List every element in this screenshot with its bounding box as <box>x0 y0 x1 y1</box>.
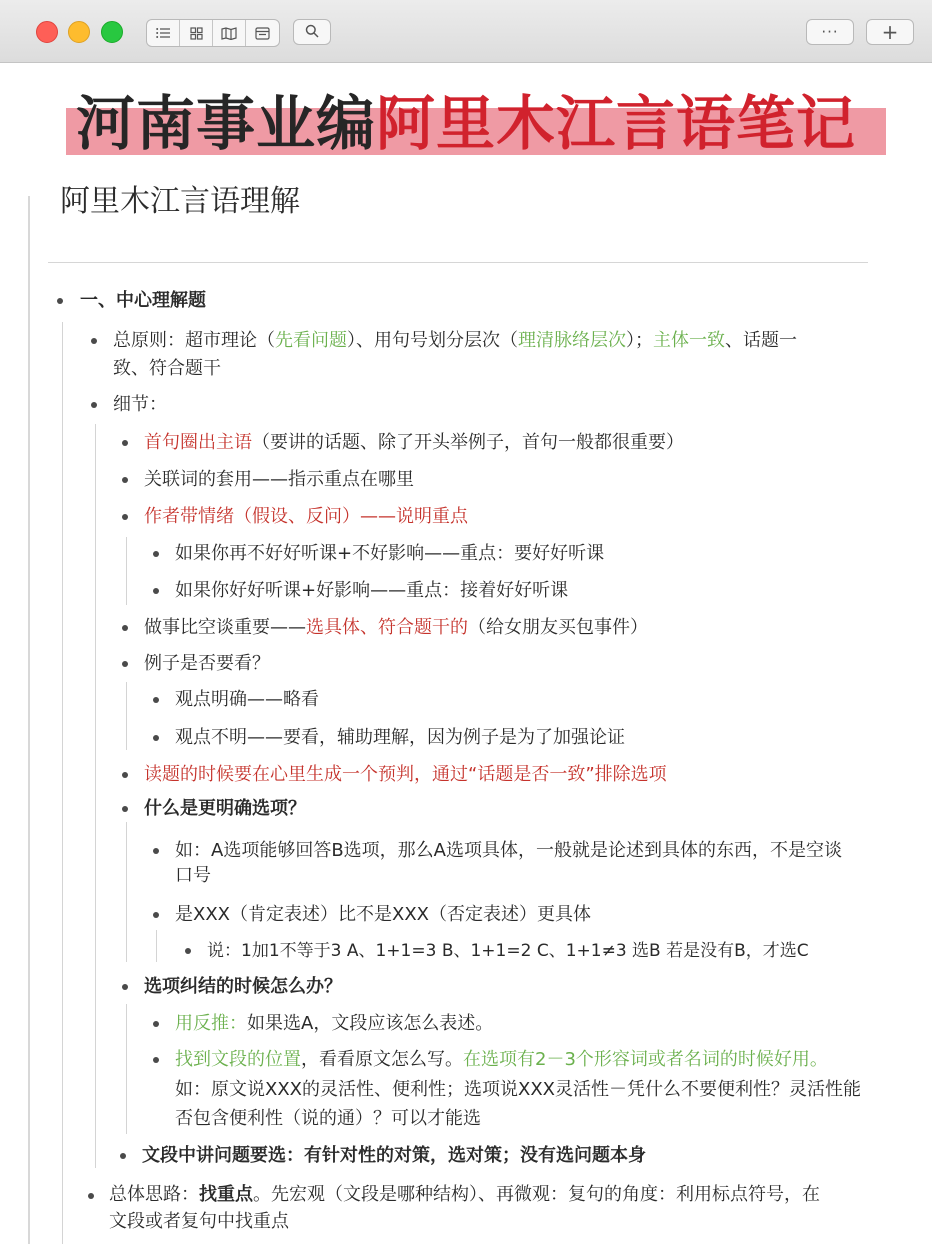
text-span: 如果选A，文段应该怎么表述。 <box>247 1013 494 1034</box>
list-item-d7a-line2: 口号 <box>175 865 211 886</box>
window-titlebar <box>0 0 932 63</box>
banner-part2: 阿里木江言语笔记 <box>376 89 857 158</box>
bullet-icon <box>120 1153 126 1159</box>
indent-guide-level3b <box>126 682 127 750</box>
search-button[interactable] <box>293 19 331 45</box>
list-item-d7b[interactable]: 是XXX（肯定表述）比不是XXX（否定表述）更具体 <box>175 904 591 925</box>
indent-guide-level2 <box>95 424 96 1168</box>
list-item-d7[interactable]: 什么是更明确选项？ <box>144 798 306 819</box>
highlight-green: 理清脉络层次 <box>518 330 626 351</box>
highlight-green: 先看问题 <box>275 330 347 351</box>
text-span: ，看看原文怎么写。 <box>301 1049 463 1070</box>
bullet-icon <box>153 697 159 703</box>
highlight-red: 首句圈出主语 <box>144 432 252 453</box>
highlight-red: 选具体、符合题干的 <box>306 617 468 638</box>
more-button[interactable]: ··· <box>806 19 854 45</box>
indent-guide-level4 <box>156 930 157 962</box>
highlight-green: 找到文段的位置 <box>175 1049 301 1070</box>
text-span: 做事比空谈重要—— <box>144 617 306 638</box>
list-item-d8[interactable]: 选项纠结的时候怎么办？ <box>144 976 342 997</box>
bullet-icon <box>153 735 159 741</box>
list-item-d9[interactable]: 文段中讲问题要选：有针对性的对策，选对策；没有选问题本身 <box>142 1145 646 1166</box>
list-item-principle-line2: 致、符合题干 <box>113 358 221 379</box>
list-item-principle[interactable] <box>113 327 797 355</box>
bullet-icon <box>122 806 128 812</box>
text-bold: 找重点 <box>199 1184 253 1205</box>
list-item-d3a[interactable]: 如果你再不好好听课+不好影响——重点：要好好听课 <box>175 543 605 564</box>
minimize-window-button[interactable] <box>68 21 90 43</box>
list-item-d5[interactable]: 例子是否要看？ <box>144 653 270 674</box>
bullet-icon <box>153 1021 159 1027</box>
text-span: ）、用句号划分层次（ <box>347 330 518 351</box>
bullet-icon <box>122 477 128 483</box>
bullet-icon <box>153 848 159 854</box>
bullet-icon <box>185 948 191 954</box>
list-item-d3b[interactable]: 如果你好好听课+好影响——重点：接着好好听课 <box>175 580 569 601</box>
bullet-icon <box>57 298 63 304</box>
list-item-d7a[interactable]: 如：A选项能够回答B选项，那么A选项具体，一般就是论述到具体的东西，不是空谈 <box>175 840 842 861</box>
text-span: （给女朋友买包事件） <box>468 617 648 638</box>
highlight-green: 主体一致 <box>653 330 725 351</box>
document-title: 阿里木江言语理解 <box>60 184 300 219</box>
list-item-d5b[interactable]: 观点不明——要看，辅助理解，因为例子是为了加强论证 <box>175 727 625 748</box>
bullet-icon <box>153 1057 159 1063</box>
outline-view-icon[interactable] <box>246 20 279 46</box>
list-item-d6[interactable]: 读题的时候要在心里生成一个预判，通过“话题是否一致”排除选项 <box>144 764 667 785</box>
text-span: 总原则：超市理论（ <box>113 330 275 351</box>
indent-guide-level1 <box>62 322 63 1244</box>
bullet-icon <box>153 551 159 557</box>
banner-part1: 河南事业编 <box>76 89 377 158</box>
banner-title <box>76 86 896 162</box>
list-item-overall[interactable] <box>109 1181 820 1209</box>
zoom-window-button[interactable] <box>101 21 123 43</box>
list-item-d8b-line3: 否包含便利性（说的通）？可以才能选 <box>175 1108 481 1129</box>
indent-guide-level3a <box>126 537 127 605</box>
close-window-button[interactable] <box>36 21 58 43</box>
bullet-icon <box>153 588 159 594</box>
bullet-icon <box>122 514 128 520</box>
bullet-icon <box>122 772 128 778</box>
text-span: 、话题一 <box>725 330 797 351</box>
mindmap-view-icon[interactable] <box>213 20 246 46</box>
bullet-icon <box>91 402 97 408</box>
list-item-d5a[interactable]: 观点明确——略看 <box>175 689 319 710</box>
text-span: ）； <box>626 330 653 351</box>
view-toggle-group <box>146 19 280 47</box>
grid-view-icon[interactable] <box>180 20 213 46</box>
list-item-d4[interactable] <box>144 614 648 642</box>
title-divider <box>48 262 868 263</box>
bullet-icon <box>122 625 128 631</box>
indent-guide-level3d <box>126 1004 127 1134</box>
list-view-icon[interactable] <box>147 20 180 46</box>
list-item-d8a[interactable] <box>175 1010 493 1038</box>
list-item-d1[interactable] <box>144 429 684 457</box>
outline-heading[interactable]: 一、中心理解题 <box>80 290 206 311</box>
bullet-icon <box>91 338 97 344</box>
search-icon <box>305 23 319 42</box>
highlight-green: 用反推： <box>175 1013 247 1034</box>
text-span: 。先宏观（文段是哪种结构）、再微观：复句的角度：利用标点符号，在 <box>253 1184 820 1205</box>
text-span: 总体思路： <box>109 1184 199 1205</box>
indent-guide-level3c <box>126 822 127 962</box>
text-span: （要讲的话题、除了开头举例子，首句一般都很重要） <box>252 432 684 453</box>
list-item-d3[interactable]: 作者带情绪（假设、反问）——说明重点 <box>144 506 468 527</box>
bullet-icon <box>88 1193 94 1199</box>
bullet-icon <box>122 440 128 446</box>
page-margin-line <box>28 196 30 1244</box>
list-item-detail[interactable]: 细节： <box>113 394 167 415</box>
list-item-overall-line2: 文段或者复句中找重点 <box>109 1211 289 1232</box>
list-item-d8b[interactable] <box>175 1046 828 1074</box>
list-item-d2[interactable]: 关联词的套用——指示重点在哪里 <box>144 469 414 490</box>
list-item-d7b1[interactable]: 说：1加1不等于3 A、1+1=3 B、1+1=2 C、1+1≠3 选B 若是没有B，才选C <box>207 941 809 961</box>
list-item-d8b-line2: 如：原文说XXX的灵活性、便利性；选项说XXX灵活性－凭什么不要便利性？灵活性能 <box>175 1079 861 1100</box>
bullet-icon <box>122 984 128 990</box>
bullet-icon <box>153 912 159 918</box>
bullet-icon <box>122 661 128 667</box>
highlight-green: 在选项有2－3个形容词或者名词的时候好用。 <box>463 1049 828 1070</box>
add-button[interactable]: + <box>866 19 914 45</box>
